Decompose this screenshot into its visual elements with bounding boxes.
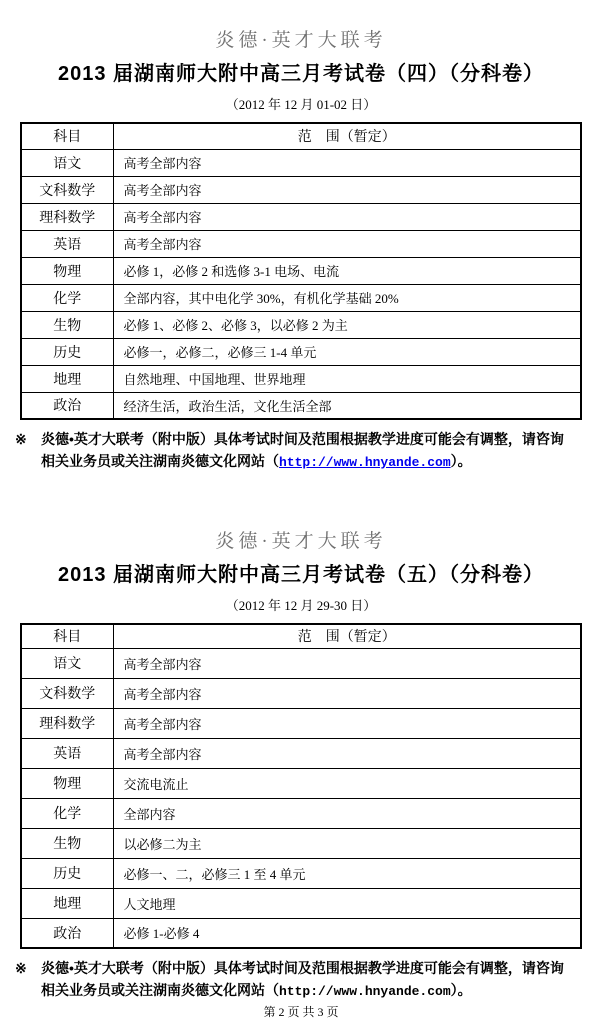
- column-header-subject: 科目: [21, 624, 113, 648]
- range-cell: 高考全部内容: [113, 678, 581, 708]
- table-row: [21, 311, 581, 338]
- range-cell: 高考全部内容: [113, 648, 581, 678]
- footnote: [15, 957, 591, 1003]
- table-row: [21, 888, 581, 918]
- subject-cell: 地理: [21, 888, 113, 918]
- exam-section-4: [0, 0, 602, 474]
- subject-cell: 物理: [21, 768, 113, 798]
- footnote: [15, 428, 591, 474]
- table-row: [21, 738, 581, 768]
- subject-cell: 化学: [21, 798, 113, 828]
- page-number: 第 2 页 共 3 页: [263, 1005, 339, 1019]
- footnote-text: 炎德•英才大联考（附中版）具体考试时间及范围根据教学进度可能会有调整，请咨询 相关业务员或关注湖南炎德文化网站（http://www.hnyande.com）。: [41, 431, 564, 470]
- exam-date: （2012 年 12 月 29-30 日）: [225, 598, 377, 613]
- table-header-row: [21, 624, 581, 648]
- table-row: [21, 203, 581, 230]
- subject-cell: 历史: [21, 858, 113, 888]
- range-cell: 以必修二为主: [113, 828, 581, 858]
- table-row: [21, 648, 581, 678]
- subject-cell: 生物: [21, 828, 113, 858]
- table-row: [21, 828, 581, 858]
- table-row: [21, 365, 581, 392]
- range-cell: 自然地理、中国地理、世界地理: [113, 365, 581, 392]
- website-link[interactable]: http://www.hnyande.com: [279, 455, 451, 470]
- table-row: [21, 918, 581, 948]
- range-cell: 高考全部内容: [113, 203, 581, 230]
- subject-cell: 理科数学: [21, 708, 113, 738]
- subject-cell: 文科数学: [21, 176, 113, 203]
- range-cell: 必修 1、必修 2、必修 3，以必修 2 为主: [113, 311, 581, 338]
- subject-cell: 理科数学: [21, 203, 113, 230]
- range-cell: 全部内容，其中电化学 30%，有机化学基础 20%: [113, 284, 581, 311]
- table-row: [21, 338, 581, 365]
- range-cell: 高考全部内容: [113, 738, 581, 768]
- table-row: [21, 768, 581, 798]
- subject-range-table: [20, 122, 582, 420]
- exam-title: 2013 届湖南师大附中高三月考试卷（五）（分科卷）: [57, 564, 545, 586]
- table-row: [21, 257, 581, 284]
- range-cell: 全部内容: [113, 798, 581, 828]
- subject-cell: 英语: [21, 230, 113, 257]
- subject-cell: 文科数学: [21, 678, 113, 708]
- table-row: [21, 176, 581, 203]
- subject-cell: 物理: [21, 257, 113, 284]
- range-cell: 高考全部内容: [113, 230, 581, 257]
- range-cell: 交流电流止: [113, 768, 581, 798]
- table-row: [21, 392, 581, 419]
- subject-cell: 政治: [21, 392, 113, 419]
- table-header-row: [21, 123, 581, 149]
- website-link[interactable]: http://www.hnyande.com: [279, 984, 451, 999]
- range-cell: 必修一、二，必修三 1 至 4 单元: [113, 858, 581, 888]
- brand-title: 炎德·英才大联考: [215, 531, 387, 552]
- range-cell: 必修 1，必修 2 和选修 3-1 电场、电流: [113, 257, 581, 284]
- range-cell: 必修 1-必修 4: [113, 918, 581, 948]
- subject-cell: 英语: [21, 738, 113, 768]
- range-cell: 人文地理: [113, 888, 581, 918]
- brand-title: 炎德·英才大联考: [215, 30, 387, 51]
- footnote-marker: ※: [15, 960, 27, 976]
- range-cell: 必修一，必修二，必修三 1-4 单元: [113, 338, 581, 365]
- column-header-subject: 科目: [21, 123, 113, 149]
- table-row: [21, 708, 581, 738]
- table-row: [21, 858, 581, 888]
- range-cell: 经济生活，政治生活，文化生活全部: [113, 392, 581, 419]
- exam-section-5: [0, 474, 602, 1003]
- subject-cell: 地理: [21, 365, 113, 392]
- subject-cell: 化学: [21, 284, 113, 311]
- exam-title: 2013 届湖南师大附中高三月考试卷（四）（分科卷）: [57, 63, 545, 85]
- table-row: [21, 678, 581, 708]
- table-row: [21, 230, 581, 257]
- subject-cell: 历史: [21, 338, 113, 365]
- column-header-range: 范 围（暂定）: [113, 123, 581, 149]
- exam-date: （2012 年 12 月 01-02 日）: [225, 97, 377, 112]
- range-cell: 高考全部内容: [113, 708, 581, 738]
- range-cell: 高考全部内容: [113, 176, 581, 203]
- subject-cell: 语文: [21, 648, 113, 678]
- footnote-marker: ※: [15, 431, 27, 447]
- subject-cell: 生物: [21, 311, 113, 338]
- range-cell: 高考全部内容: [113, 149, 581, 176]
- column-header-range: 范 围（暂定）: [113, 624, 581, 648]
- subject-cell: 语文: [21, 149, 113, 176]
- footnote-text: 炎德•英才大联考（附中版）具体考试时间及范围根据教学进度可能会有调整，请咨询 相关业务员或关注湖南炎德文化网站（http://www.hnyande.com）。: [41, 960, 564, 999]
- subject-cell: 政治: [21, 918, 113, 948]
- subject-range-table: [20, 623, 582, 949]
- table-row: [21, 149, 581, 176]
- table-row: [21, 798, 581, 828]
- table-row: [21, 284, 581, 311]
